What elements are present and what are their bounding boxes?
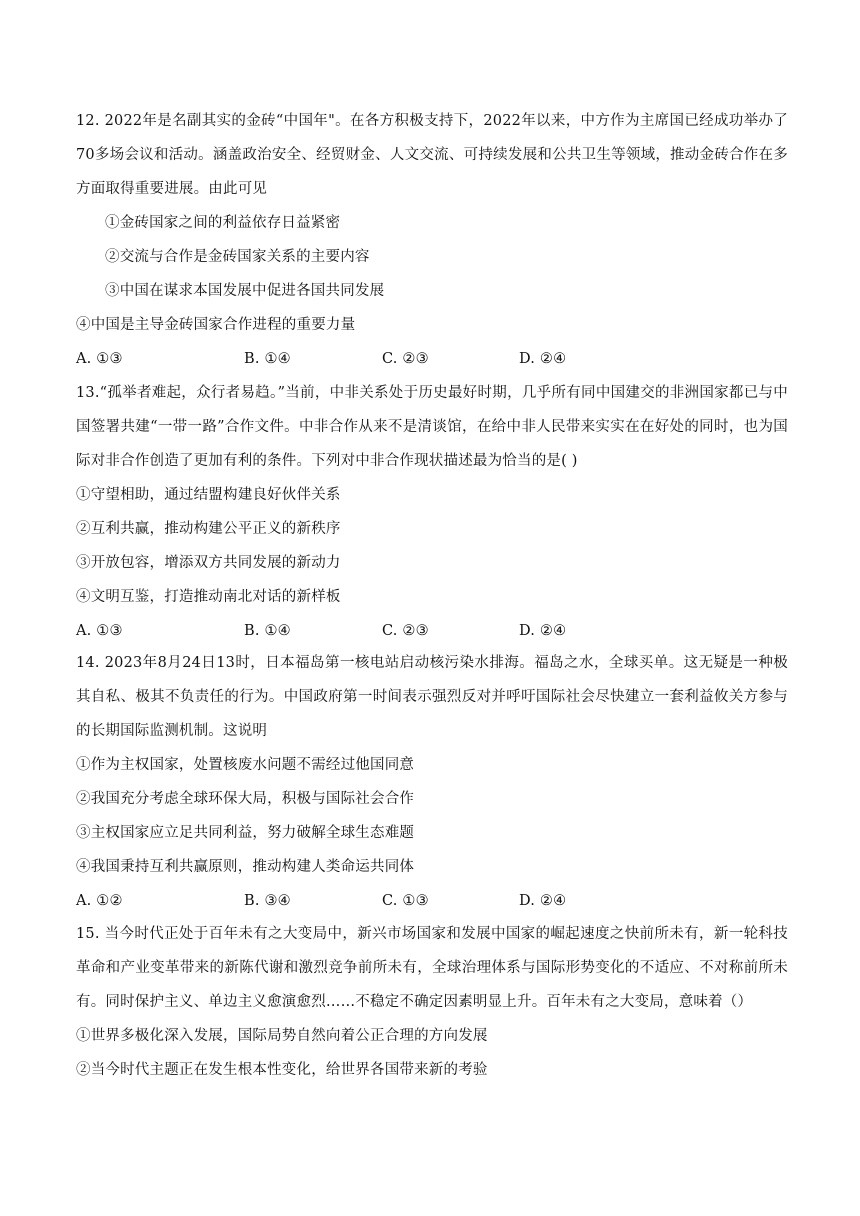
option-1: ①世界多极化深入发展，国际局势自然向着公正合理的方向发展 [76,1028,488,1044]
choice-d: D. ②④ [519,623,567,639]
choice-d: D. ②④ [519,351,567,367]
answer-choices [76,884,788,918]
option-2: ②我国充分考虑全球环保大局，积极与国际社会合作 [76,791,415,807]
question-14 [76,646,788,918]
answer-choices [76,614,788,648]
question-stem: 14. 2023年8月24日13时，日本福岛第一核电站启动核污染水排海。福岛之水，全球买单。这无疑是一种极其自私、极其不负责任的行为。中国政府第一时间表示强烈反对并呼吁国际社会尽快建立一套利益攸关方参与的长期国际监测机制。这说明 [76,655,788,739]
question-stem: 12. 2022年是名副其实的金砖“中国年"。在各方积极支持下，2022年以来，中方作为主席国已经成功举办了70多场会议和活动。涵盖政治安全、经贸财金、人文交流、可持续发展和公共卫生等领域，推动金砖合作在多方面取得重要进展。由此可见 [76,113,788,197]
choice-c: C. ②③ [382,623,429,639]
choice-b: B. ①④ [244,351,291,367]
option-2: ②互利共赢，推动构建公平正义的新秩序 [76,521,341,537]
choice-c: C. ②③ [382,351,429,367]
choice-a: A. ①③ [76,351,123,367]
option-1: ①守望相助，通过结盟构建良好伙伴关系 [76,487,341,503]
option-4: ④文明互鉴，打造推动南北对话的新样板 [76,589,341,605]
option-2: ②当今时代主题正在发生根本性变化，给世界各国带来新的考验 [76,1062,488,1078]
question-12 [76,104,788,376]
option-2: ②交流与合作是金砖国家关系的主要内容 [105,249,370,265]
option-1: ①金砖国家之间的利益依存日益紧密 [105,215,341,231]
choice-a: A. ①③ [76,623,123,639]
option-4: ④我国秉持互利共赢原则，推动构建人类命运共同体 [76,859,415,875]
question-15 [76,917,788,1087]
question-13 [76,376,788,648]
option-3: ③主权国家应立足共同利益，努力破解全球生态难题 [76,825,415,841]
option-1: ①作为主权国家，处置核废水问题不需经过他国同意 [76,757,415,773]
question-stem: 13.“孤举者难起，众行者易趋。”当前，中非关系处于历史最好时期，几乎所有同中国建交的非洲国家都已与中国签署共建“一带一路”合作文件。中非合作从来不是清谈馆，在给中非人民带来实实在在好处的同时，也为国际对非合作创造了更加有利的条件。下列对中非合作现状描述最为恰当的是( ) [76,385,788,469]
choice-a: A. ①② [76,893,123,909]
option-4: ④中国是主导金砖国家合作进程的重要力量 [76,317,356,333]
question-stem: 15. 当今时代正处于百年未有之大变局中，新兴市场国家和发展中国家的崛起速度之快前所未有，新一轮科技革命和产业变革带来的新陈代谢和激烈竞争前所未有，全球治理体系与国际形势变化的不适应、不对称前所未有。同时保护主义、单边主义愈演愈烈……不稳定不确定因素明显上升。百年未有之大变局，意味着（） [76,926,788,1010]
choice-b: B. ③④ [244,893,291,909]
answer-choices [76,342,788,376]
option-3: ③中国在谋求本国发展中促进各国共同发展 [105,283,385,299]
choice-d: D. ②④ [519,893,567,909]
choice-b: B. ①④ [244,623,291,639]
option-3: ③开放包容，增添双方共同发展的新动力 [76,555,341,571]
choice-c: C. ①③ [382,893,429,909]
